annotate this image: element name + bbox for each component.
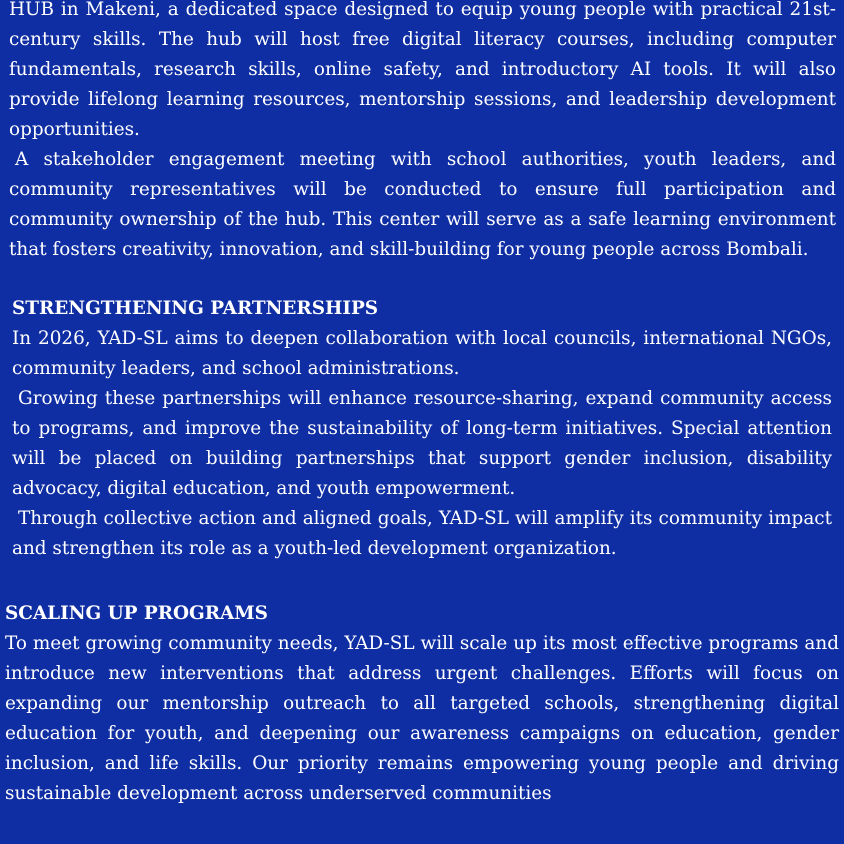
section-partnerships <box>12 294 832 564</box>
section-hub <box>9 0 836 265</box>
scaling-heading: SCALING UP PROGRAMS <box>5 603 268 624</box>
partnerships-heading: STRENGTHENING PARTNERSHIPS <box>12 298 379 319</box>
scaling-paragraph-1: To meet growing community needs, YAD-SL will scale up its most effective programs and introduce new interventions that address urgent challenges. Efforts will focus on expanding our mentorship outreach to all targeted schools, strengthening digital education for youth, and deepening our awareness campaigns on education, gender inclusion, and life skills. Our priority remains empowering young people and driving sustainable development across underserved communities <box>5 633 839 804</box>
section-scaling <box>5 599 839 809</box>
partnerships-paragraph-3: Through collective action and aligned goals, YAD-SL will amplify its community impact and strengthen its role as a youth-led development organization. <box>12 508 832 559</box>
hub-paragraph-2: A stakeholder engagement meeting with school authorities, youth leaders, and community representatives will be conducted to ensure full participation and community ownership of the hub. This center will serve as a safe learning environment that fosters creativity, innovation, and skill-building for young people across Bombali. <box>9 149 836 260</box>
partnerships-paragraph-1: In 2026, YAD-SL aims to deepen collaboration with local councils, international NGOs, community leaders, and school administrations. <box>12 328 832 379</box>
partnerships-paragraph-2: Growing these partnerships will enhance resource-sharing, expand community access to programs, and improve the sustainability of long-term initiatives. Special attention will be placed on building partnerships that support gender inclusion, disability advocacy, digital education, and youth empowerment. <box>12 388 832 499</box>
hub-paragraph-1: HUB in Makeni, a dedicated space designed to equip young people with practical 21st-century skills. The hub will host free digital literacy courses, including computer fundamentals, research skills, online safety, and introductory AI tools. It will also provide lifelong learning resources, mentorship sessions, and leadership development opportunities. <box>9 0 836 140</box>
